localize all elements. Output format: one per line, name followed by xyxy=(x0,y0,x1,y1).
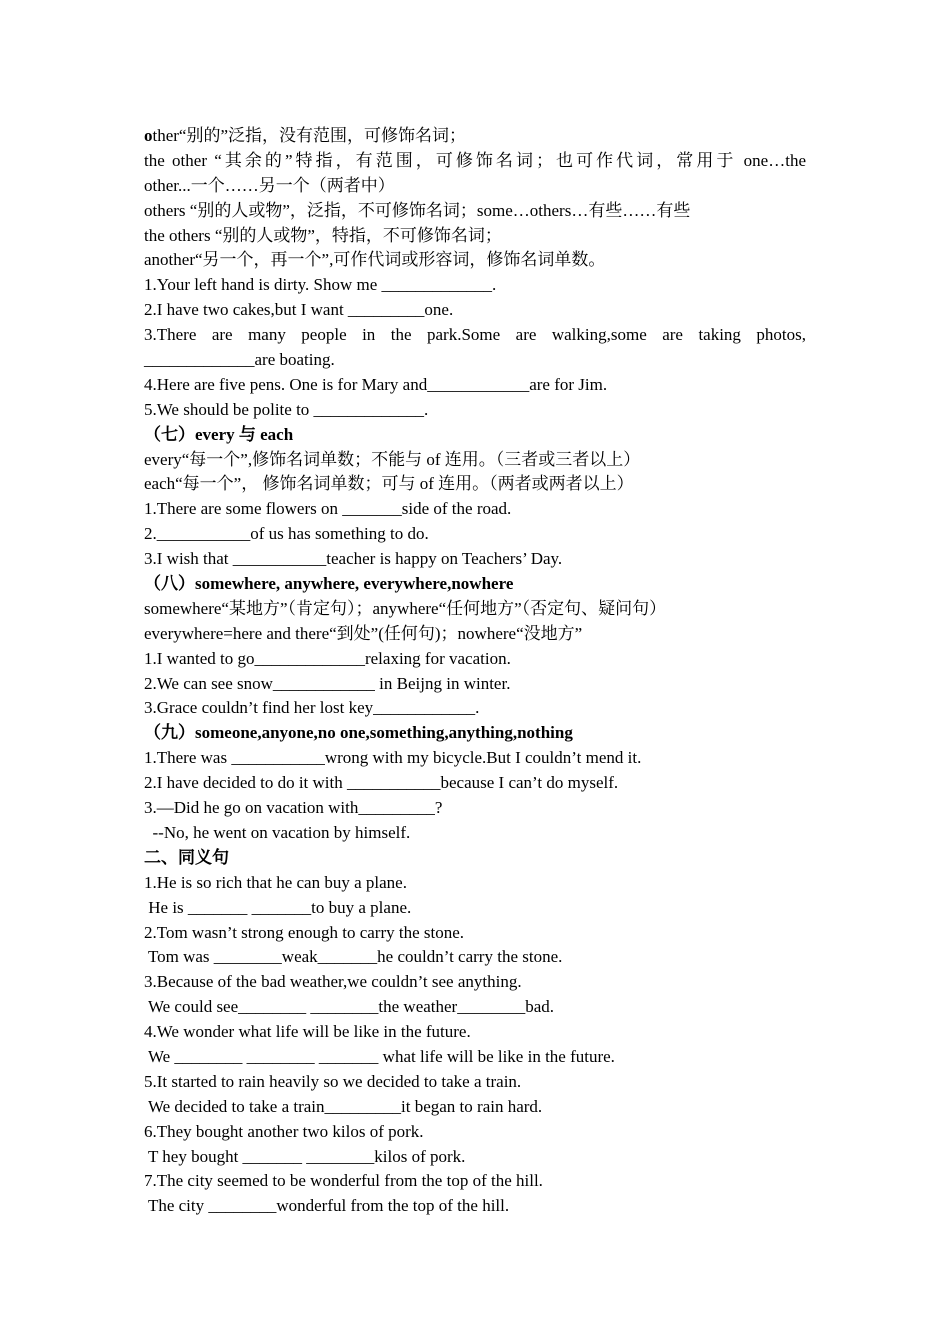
line-text: We could see________ ________the weather________bad. xyxy=(144,997,555,1017)
section-heading xyxy=(144,572,806,597)
text-line xyxy=(144,124,806,149)
text-line xyxy=(144,796,806,821)
line-text: We ________ ________ _______ what life will be like in the future. xyxy=(144,1046,615,1066)
text-line xyxy=(144,497,806,522)
line-text: each“每一个”， 修饰名词单数；可与 of 连用。（两者或两者以上） xyxy=(144,474,634,494)
text-line xyxy=(144,323,806,348)
line-text: --No, he went on vacation by himself. xyxy=(144,822,411,842)
line-text: 5.We should be polite to _____________. xyxy=(144,399,429,419)
text-line xyxy=(144,1095,806,1120)
text-line xyxy=(144,1194,806,1219)
line-text: He is _______ _______to buy a plane. xyxy=(144,897,412,917)
line-text: 1.Your left hand is dirty. Show me _____________. xyxy=(144,275,497,295)
line-text: 1.There are some flowers on _______side of the road. xyxy=(144,499,512,519)
line-text: （八）somewhere, anywhere, everywhere,nowhere xyxy=(144,574,514,594)
line-text: 2.I have decided to do it with ___________because I can’t do myself. xyxy=(144,773,619,793)
text-line xyxy=(144,871,806,896)
line-text: _____________are boating. xyxy=(144,350,335,370)
line-text: others “别的人或物”，泛指，不可修饰名词；some…others…有些……有些 xyxy=(144,200,691,220)
text-line xyxy=(144,298,806,323)
line-text: everywhere=here and there“到处”(任何句)；nowhere“没地方” xyxy=(144,623,583,643)
text-line xyxy=(144,149,806,174)
text-line xyxy=(144,1169,806,1194)
text-line xyxy=(144,373,806,398)
text-line xyxy=(144,647,806,672)
text-line xyxy=(144,672,806,697)
line-text: 4.Here are five pens. One is for Mary and____________are for Jim. xyxy=(144,374,608,394)
line-text: T hey bought _______ ________kilos of pork. xyxy=(144,1146,466,1166)
line-text: （七）every 与 each xyxy=(144,424,294,444)
line-text: 2.___________of us has something to do. xyxy=(144,524,429,544)
text-line xyxy=(144,622,806,647)
text-line xyxy=(144,248,806,273)
line-text: another“另一个，再一个”,可作代词或形容词，修饰名词单数。 xyxy=(144,250,606,270)
line-text: 3.There are many people in the park.Some are walking,some are taking photos, xyxy=(144,325,806,345)
line-text: other...一个……另一个（两者中） xyxy=(144,175,395,195)
line-text: The city ________wonderful from the top of the hill. xyxy=(144,1196,510,1216)
text-line xyxy=(144,945,806,970)
line-text: every“每一个”,修饰名词单数；不能与 of 连用。（三者或三者以上） xyxy=(144,449,641,469)
line-text: 3.I wish that ___________teacher is happy on Teachers’ Day. xyxy=(144,549,563,569)
text-line xyxy=(144,921,806,946)
line-text: 1.There was ___________wrong with my bicycle.But I couldn’t mend it. xyxy=(144,748,642,768)
section-heading xyxy=(144,423,806,448)
line-text: Tom was ________weak_______he couldn’t carry the stone. xyxy=(144,947,563,967)
text-line xyxy=(144,348,806,373)
line-text: the other “其余的”特指，有范围，可修饰名词；也可作代词，常用于 one…the xyxy=(144,150,806,170)
document-page xyxy=(144,124,806,1219)
text-line xyxy=(144,398,806,423)
line-text: 6.They bought another two kilos of pork. xyxy=(144,1121,424,1141)
line-text: 2.Tom wasn’t strong enough to carry the stone. xyxy=(144,922,465,942)
text-line xyxy=(144,1020,806,1045)
text-line xyxy=(144,174,806,199)
line-text: 3.Grace couldn’t find her lost key____________. xyxy=(144,698,480,718)
text-line xyxy=(144,522,806,547)
line-text: 5.It started to rain heavily so we decided to take a train. xyxy=(144,1071,522,1091)
text-line xyxy=(144,771,806,796)
line-text: 4.We wonder what life will be like in the future. xyxy=(144,1022,471,1042)
text-line xyxy=(144,273,806,298)
bold-initial: o xyxy=(144,126,153,145)
line-text: 3.—Did he go on vacation with_________? xyxy=(144,798,443,818)
text-line xyxy=(144,1070,806,1095)
line-text: 3.Because of the bad weather,we couldn’t see anything. xyxy=(144,972,522,992)
text-line xyxy=(144,547,806,572)
text-line xyxy=(144,597,806,622)
line-text: ther“别的”泛指，没有范围，可修饰名词； xyxy=(152,126,467,145)
section-heading xyxy=(144,846,806,871)
text-line xyxy=(144,995,806,1020)
text-line xyxy=(144,1045,806,1070)
text-line xyxy=(144,896,806,921)
text-line xyxy=(144,224,806,249)
text-line xyxy=(144,472,806,497)
text-line xyxy=(144,1120,806,1145)
section-heading xyxy=(144,721,806,746)
line-text: somewhere“某地方”（肯定句）；anywhere“任何地方”（否定句、疑问句） xyxy=(144,598,667,618)
line-text: 二、同义句 xyxy=(144,847,229,867)
line-text: 1.I wanted to go_____________relaxing for vacation. xyxy=(144,648,511,668)
line-text: 2.I have two cakes,but I want _________one. xyxy=(144,300,454,320)
text-line xyxy=(144,448,806,473)
text-line xyxy=(144,970,806,995)
line-text: 2.We can see snow____________ in Beijng in winter. xyxy=(144,673,511,693)
line-text: 1.He is so rich that he can buy a plane. xyxy=(144,872,407,892)
line-text: the others “别的人或物”，特指，不可修饰名词； xyxy=(144,225,502,245)
line-text: （九）someone,anyone,no one,something,anything,nothing xyxy=(144,723,573,743)
text-line xyxy=(144,199,806,224)
line-text: We decided to take a train_________it began to rain hard. xyxy=(144,1096,543,1116)
text-line xyxy=(144,1145,806,1170)
text-line xyxy=(144,696,806,721)
text-line xyxy=(144,746,806,771)
line-text: 7.The city seemed to be wonderful from the top of the hill. xyxy=(144,1171,543,1191)
text-line xyxy=(144,821,806,846)
